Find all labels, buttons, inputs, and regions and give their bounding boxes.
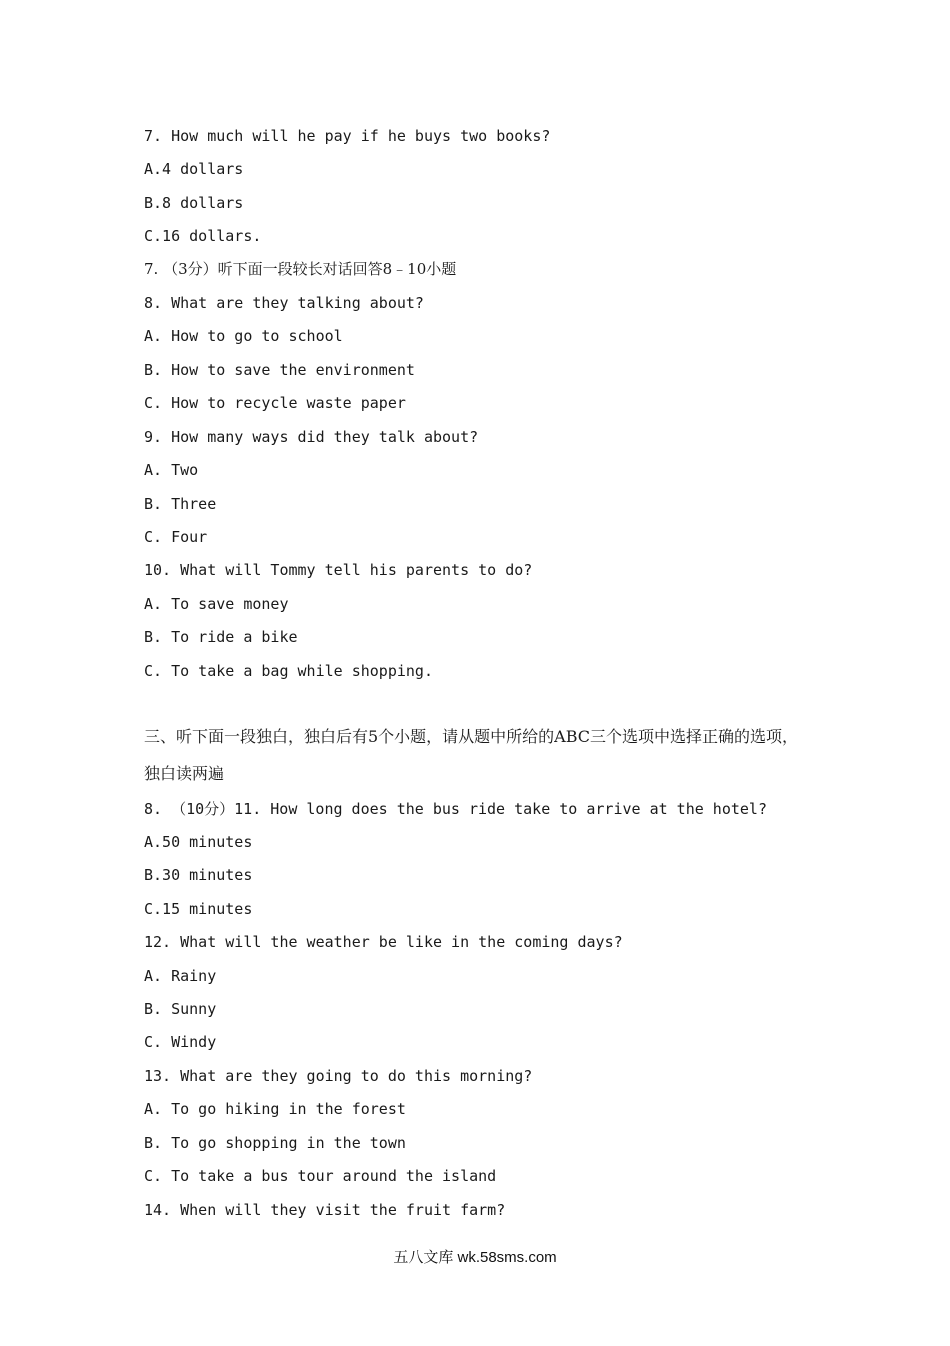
option-12c: C. Windy xyxy=(144,1033,217,1051)
option-8c: C. How to recycle waste paper xyxy=(144,394,406,412)
option-12a: A. Rainy xyxy=(144,967,217,985)
option-10a: A. To save money xyxy=(144,595,289,613)
section-3-heading: 三、听下面一段独白，独白后有5个小题，请从题中所给的ABC三个选项中选择正确的选项，独白读两遍 xyxy=(144,727,799,783)
option-11b: B.30 minutes xyxy=(144,866,253,884)
option-13b: B. To go shopping in the town xyxy=(144,1134,406,1152)
option-8b: B. How to save the environment xyxy=(144,361,415,379)
option-9c: C. Four xyxy=(144,528,208,546)
question-11: 8. （10分）11. How long does the bus ride take to arrive at the hotel? xyxy=(144,800,767,818)
option-12b: B. Sunny xyxy=(144,1000,217,1018)
option-7b: B.8 dollars xyxy=(144,194,244,212)
question-14: 14. When will they visit the fruit farm? xyxy=(144,1201,506,1219)
option-7a: A.4 dollars xyxy=(144,160,244,178)
question-8: 8. What are they talking about? xyxy=(144,294,424,312)
option-7c: C.16 dollars. xyxy=(144,227,262,245)
option-8a: A. How to go to school xyxy=(144,327,343,345)
question-13: 13. What are they going to do this morning? xyxy=(144,1067,533,1085)
footer-watermark: 五八文库 wk.58sms.com xyxy=(393,1249,557,1266)
option-11a: A.50 minutes xyxy=(144,833,253,851)
question-12: 12. What will the weather be like in the coming days? xyxy=(144,933,623,951)
option-9b: B. Three xyxy=(144,495,217,513)
option-9a: A. Two xyxy=(144,461,199,479)
option-13c: C. To take a bus tour around the island xyxy=(144,1167,497,1185)
option-11c: C.15 minutes xyxy=(144,900,253,918)
option-10b: B. To ride a bike xyxy=(144,628,298,646)
question-10: 10. What will Tommy tell his parents to do? xyxy=(144,561,533,579)
question-7: 7. How much will he pay if he buys two books? xyxy=(144,127,551,145)
section-heading-7: 7. （3分）听下面一段较长对话回答8﹣10小题 xyxy=(144,260,457,278)
question-9: 9. How many ways did they talk about? xyxy=(144,428,479,446)
option-13a: A. To go hiking in the forest xyxy=(144,1100,406,1118)
option-10c: C. To take a bag while shopping. xyxy=(144,662,433,680)
